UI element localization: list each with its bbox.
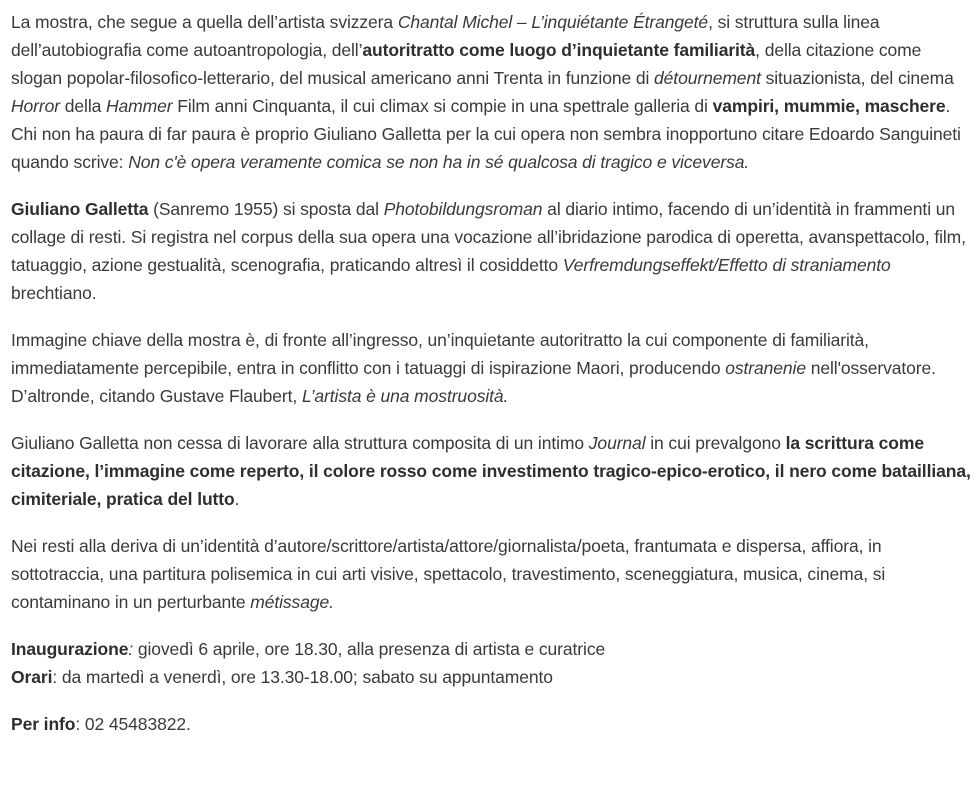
- separator: :: [128, 639, 134, 659]
- text: . Chi non ha paura di far paura è proprio Giuliano Galletta per la cui opera non sembra inopportuno citare Edoardo Sanguineti quando scrive:: [11, 96, 961, 172]
- contact-line: [11, 710, 974, 738]
- contact-label: Per info: [11, 714, 76, 734]
- text: Film anni Cinquanta, il cui climax si compie in una spettrale galleria di: [172, 96, 713, 116]
- text: situazionista, del cinema: [760, 68, 954, 88]
- italic-term: Journal: [588, 433, 646, 453]
- text: della: [60, 96, 106, 116]
- text: in cui prevalgono: [645, 433, 786, 453]
- italic-term: Horror: [11, 96, 60, 116]
- text: (Sanremo 1955) si sposta dal: [148, 199, 384, 219]
- exhibition-title: Chantal Michel – L’inquiétante Étrangeté: [397, 12, 709, 32]
- italic-term: détournement: [654, 68, 761, 88]
- text: , si struttura sulla linea dell’autobiografia come autoantropologia, dell’: [11, 12, 880, 60]
- emphasis: la scrittura come citazione, l’immagine come reperto, il colore rosso come investimento tragico-epico-erotico, il nero come batailliana, cimiteriale, pratica del lutto: [11, 433, 971, 509]
- italic-term: métissage.: [250, 592, 334, 612]
- text: Immagine chiave della mostra è, di fronte all’ingresso, un’inquietante autoritratto la cui componente di familiarità, immediatamente percepibile, entra in conflitto con i tatuaggi di ispirazione Maori, producendo: [11, 330, 869, 378]
- text: Giuliano Galletta non cessa di lavorare alla struttura composita di un intimo: [11, 433, 589, 453]
- opening-value: giovedì 6 aprile, ore 18.30, alla presenza di artista e curatrice: [133, 639, 606, 659]
- text: nell'osservatore. D’altronde, citando Gustave Flaubert,: [11, 358, 936, 406]
- opening-label: Inaugurazione: [11, 639, 129, 659]
- italic-term: Photobildungsroman: [383, 199, 543, 219]
- hours-value: : da martedì a venerdì, ore 13.30-18.00; sabato su appuntamento: [52, 667, 553, 687]
- italic-term: Verfremdungseffekt/Effetto di straniamento: [562, 255, 891, 275]
- paragraph-artist-bio: [11, 195, 974, 307]
- hours-label: Orari: [11, 667, 53, 687]
- paragraph-journal: [11, 429, 974, 513]
- hours-line: [11, 663, 974, 691]
- text: La mostra, che segue a quella dell’artista svizzera: [11, 12, 398, 32]
- text: .: [234, 489, 240, 509]
- paragraph-identity: [11, 532, 974, 616]
- contact-value: : 02 45483822.: [75, 714, 191, 734]
- quotation: Non c'è opera veramente comica se non ha in sé qualcosa di tragico e viceversa.: [128, 152, 750, 172]
- text: brechtiano.: [11, 283, 97, 303]
- opening-line: [11, 635, 974, 663]
- paragraph-key-image: [11, 326, 974, 410]
- text: Nei resti alla deriva di un’identità d’autore/scrittore/artista/attore/giornalista/poeta, frantumata e dispersa, affiora, in sottotraccia, una partitura polisemica in cui arti visive, spettacolo, travestimento, sceneggiatura, musica, cinema, si contaminano in un perturbante: [11, 536, 886, 612]
- emphasis: autoritratto come luogo d’inquietante familiarità: [362, 40, 756, 60]
- italic-term: ostranenie: [725, 358, 806, 378]
- italic-term: Hammer: [106, 96, 173, 116]
- quotation: L’artista è una mostruosità.: [301, 386, 509, 406]
- emphasis: vampiri, mummie, maschere: [712, 96, 946, 116]
- paragraph-intro: [11, 8, 974, 176]
- text: al diario intimo, facendo di un’identità in frammenti un collage di resti. Si registra nel corpus della sua opera una vocazione all’ibridazione parodica di operetta, avanspettacolo, film, tatuaggio, azione gestualità, scenografia, praticando altresì il cosiddetto: [11, 199, 966, 275]
- text: , della citazione come slogan popolar-filosofico-letterario, del musical americano anni Trenta in funzione di: [11, 40, 922, 88]
- artist-name: Giuliano Galletta: [11, 199, 149, 219]
